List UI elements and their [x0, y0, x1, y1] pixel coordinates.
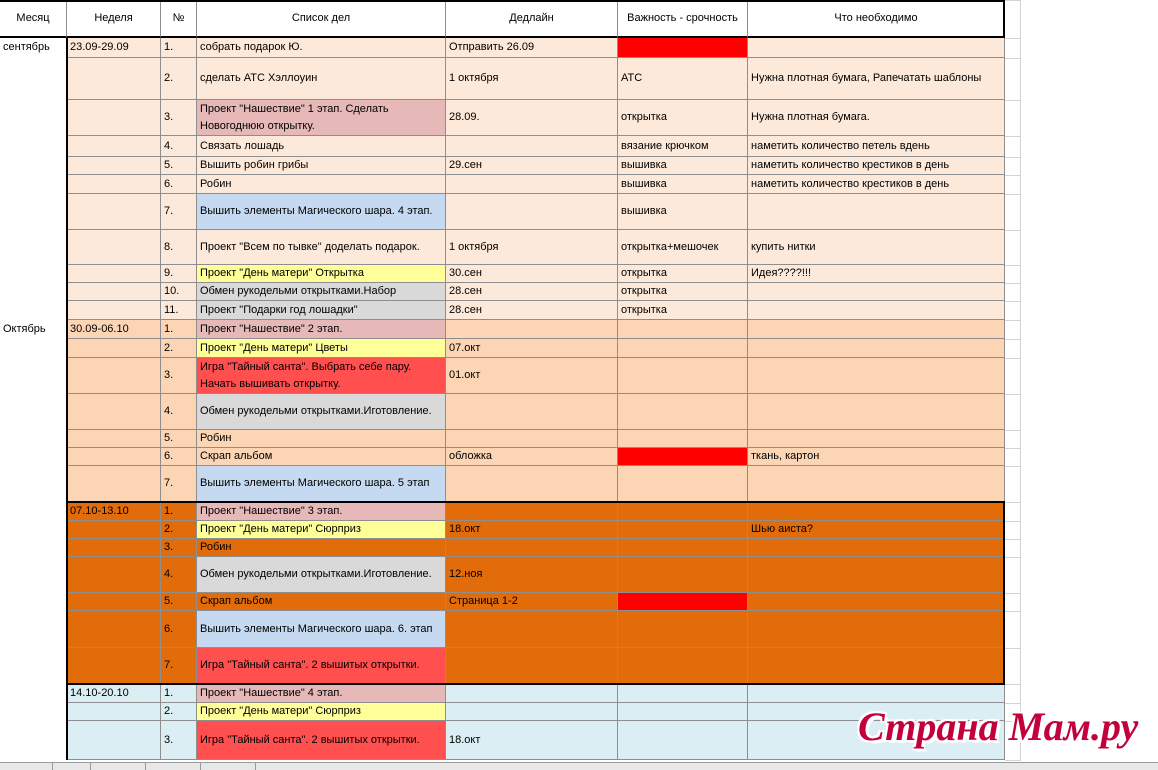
cell-week[interactable] [67, 448, 161, 466]
cell-need[interactable] [748, 194, 1005, 230]
cell-num[interactable]: 5. [161, 593, 197, 611]
cell-need[interactable] [748, 394, 1005, 430]
cell-deadline[interactable] [446, 539, 618, 557]
cell-month[interactable] [0, 394, 67, 430]
header-week[interactable]: Неделя [67, 0, 161, 38]
cell-importance[interactable]: открытка+мешочек [618, 230, 748, 265]
header-number[interactable]: № [161, 0, 197, 38]
cell-deadline[interactable]: Отправить 26.09 [446, 38, 618, 58]
cell-num[interactable]: 2. [161, 58, 197, 100]
cell-week[interactable] [67, 593, 161, 611]
cell-deadline[interactable] [446, 394, 618, 430]
cell-month[interactable] [0, 721, 67, 760]
cell-need[interactable] [748, 320, 1005, 339]
cell-month[interactable] [0, 539, 67, 557]
cell-num[interactable]: 3. [161, 539, 197, 557]
cell-deadline[interactable] [446, 136, 618, 157]
cell-num[interactable]: 5. [161, 430, 197, 448]
cell-importance[interactable]: открытка [618, 265, 748, 283]
cell-deadline[interactable]: 28.сен [446, 283, 618, 301]
cell-month[interactable] [0, 593, 67, 611]
cell-deadline[interactable]: 18.окт [446, 721, 618, 760]
cell-task[interactable]: Обмен рукодельми открытками.Иготовление. [197, 557, 446, 593]
cell-importance[interactable] [618, 430, 748, 448]
cell-week[interactable] [67, 466, 161, 502]
cell-week[interactable]: 23.09-29.09 [67, 38, 161, 58]
cell-week[interactable] [67, 611, 161, 648]
cell-importance[interactable] [618, 502, 748, 521]
cell-month[interactable] [0, 466, 67, 502]
cell-task[interactable]: собрать подарок Ю. [197, 38, 446, 58]
cell-num[interactable]: 1. [161, 320, 197, 339]
cell-deadline[interactable] [446, 648, 618, 684]
cell-month[interactable] [0, 58, 67, 100]
header-task-list[interactable]: Список дел [197, 0, 446, 38]
cell-need[interactable] [748, 539, 1005, 557]
cell-need[interactable] [748, 593, 1005, 611]
cell-num[interactable]: 4. [161, 394, 197, 430]
cell-importance[interactable] [618, 684, 748, 703]
cell-need[interactable] [748, 430, 1005, 448]
cell-week[interactable] [67, 194, 161, 230]
cell-task[interactable]: сделать АТС Хэллоуин [197, 58, 446, 100]
cell-month[interactable] [0, 611, 67, 648]
cell-importance[interactable]: АТС [618, 58, 748, 100]
cell-week[interactable] [67, 301, 161, 320]
cell-importance[interactable] [618, 703, 748, 721]
cell-num[interactable]: 6. [161, 611, 197, 648]
cell-task[interactable]: Игра "Тайный санта". 2 вышитых открытки. [197, 721, 446, 760]
cell-deadline[interactable]: 29.сен [446, 157, 618, 175]
cell-need[interactable]: Нужна плотная бумага, Рапечатать шаблоны [748, 58, 1005, 100]
cell-need[interactable] [748, 358, 1005, 394]
cell-num[interactable]: 7. [161, 648, 197, 684]
cell-week[interactable] [67, 283, 161, 301]
cell-task[interactable]: Игра "Тайный санта". Выбрать себе пару. Начать вышивать открытку. [197, 358, 446, 394]
cell-importance[interactable] [618, 394, 748, 430]
cell-deadline[interactable] [446, 194, 618, 230]
cell-week[interactable] [67, 230, 161, 265]
cell-task[interactable]: Проект "День матери" Открытка [197, 265, 446, 283]
cell-deadline[interactable] [446, 684, 618, 703]
cell-need[interactable] [748, 557, 1005, 593]
cell-importance[interactable]: вышивка [618, 175, 748, 194]
cell-month[interactable] [0, 157, 67, 175]
cell-num[interactable]: 6. [161, 448, 197, 466]
cell-task[interactable]: Робин [197, 539, 446, 557]
cell-importance[interactable]: открытка [618, 100, 748, 136]
cell-num[interactable]: 10. [161, 283, 197, 301]
cell-month[interactable]: сентябрь [0, 38, 67, 58]
cell-need[interactable]: Идея????!!! [748, 265, 1005, 283]
cell-task[interactable]: Робин [197, 430, 446, 448]
cell-importance[interactable]: вышивка [618, 157, 748, 175]
cell-week[interactable] [67, 430, 161, 448]
cell-need[interactable]: наметить количество крестиков в день [748, 175, 1005, 194]
cell-importance[interactable]: вышивка [618, 194, 748, 230]
cell-need[interactable] [748, 38, 1005, 58]
cell-week[interactable] [67, 58, 161, 100]
cell-month[interactable] [0, 283, 67, 301]
cell-task[interactable]: Проект "День матери" Цветы [197, 339, 446, 358]
cell-week[interactable] [67, 539, 161, 557]
cell-num[interactable]: 3. [161, 358, 197, 394]
cell-week[interactable] [67, 136, 161, 157]
cell-month[interactable] [0, 358, 67, 394]
cell-month[interactable] [0, 194, 67, 230]
cell-need[interactable]: наметить количество крестиков в день [748, 157, 1005, 175]
cell-deadline[interactable]: 30.сен [446, 265, 618, 283]
cell-deadline[interactable] [446, 703, 618, 721]
cell-need[interactable] [748, 502, 1005, 521]
cell-importance[interactable] [618, 648, 748, 684]
cell-task[interactable]: Связать лошадь [197, 136, 446, 157]
cell-num[interactable]: 3. [161, 721, 197, 760]
cell-importance[interactable] [618, 339, 748, 358]
cell-deadline[interactable] [446, 502, 618, 521]
header-importance[interactable]: Важность - срочность [618, 0, 748, 38]
cell-deadline[interactable] [446, 466, 618, 502]
cell-month[interactable] [0, 521, 67, 539]
cell-deadline[interactable]: 12.ноя [446, 557, 618, 593]
cell-week[interactable] [67, 265, 161, 283]
cell-deadline[interactable]: 1 октября [446, 58, 618, 100]
cell-task[interactable]: Игра "Тайный санта". 2 вышитых открытки. [197, 648, 446, 684]
cell-deadline[interactable]: 01.окт [446, 358, 618, 394]
cell-deadline[interactable]: обложка [446, 448, 618, 466]
cell-week[interactable] [67, 358, 161, 394]
header-need[interactable]: Что необходимо [748, 0, 1005, 38]
cell-importance[interactable] [618, 448, 748, 466]
cell-month[interactable] [0, 339, 67, 358]
cell-need[interactable]: Шью аиста? [748, 521, 1005, 539]
site-watermark-logo: Страна Мам.ру [858, 704, 1139, 749]
cell-task[interactable]: Проект "Подарки год лошадки" [197, 301, 446, 320]
cell-task[interactable]: Проект "Нашествие" 3 этап. [197, 502, 446, 521]
cell-month[interactable] [0, 265, 67, 283]
header-month[interactable]: Месяц [0, 0, 67, 38]
cell-need[interactable]: наметить количество петель вдень [748, 136, 1005, 157]
cell-month[interactable] [0, 703, 67, 721]
cell-week[interactable]: 14.10-20.10 [67, 684, 161, 703]
cell-deadline[interactable]: 28.09. [446, 100, 618, 136]
cell-need[interactable]: купить нитки [748, 230, 1005, 265]
cell-need[interactable]: ткань, картон [748, 448, 1005, 466]
cell-num[interactable]: 3. [161, 100, 197, 136]
cell-deadline[interactable]: Страница 1-2 [446, 593, 618, 611]
cell-need[interactable]: Нужна плотная бумага. [748, 100, 1005, 136]
cell-week[interactable] [67, 557, 161, 593]
cell-week[interactable]: 30.09-06.10 [67, 320, 161, 339]
cell-task[interactable]: Вышить элементы Магического шара. 4 этап. [197, 194, 446, 230]
cell-month[interactable] [0, 230, 67, 265]
cell-need[interactable] [748, 283, 1005, 301]
cell-num[interactable]: 7. [161, 466, 197, 502]
cell-importance[interactable] [618, 358, 748, 394]
cell-task[interactable]: Проект "Нашествие" 4 этап. [197, 684, 446, 703]
cell-importance[interactable] [618, 466, 748, 502]
cell-week[interactable] [67, 175, 161, 194]
header-deadline[interactable]: Дедлайн [446, 0, 618, 38]
cell-importance[interactable] [618, 611, 748, 648]
cell-task[interactable]: Вышить робин грибы [197, 157, 446, 175]
cell-num[interactable]: 7. [161, 194, 197, 230]
cell-need[interactable] [748, 339, 1005, 358]
cell-num[interactable]: 1. [161, 38, 197, 58]
cell-month[interactable] [0, 684, 67, 703]
cell-num[interactable]: 8. [161, 230, 197, 265]
cell-task[interactable]: Проект "День матери" Сюрприз [197, 521, 446, 539]
cell-task[interactable]: Проект "День матери" Сюрприз [197, 703, 446, 721]
cell-importance[interactable]: открытка [618, 301, 748, 320]
cell-num[interactable]: 11. [161, 301, 197, 320]
cell-num[interactable]: 5. [161, 157, 197, 175]
cell-task[interactable]: Робин [197, 175, 446, 194]
cell-importance[interactable]: открытка [618, 283, 748, 301]
cell-importance[interactable] [618, 593, 748, 611]
cell-task[interactable]: Скрап альбом [197, 593, 446, 611]
cell-num[interactable]: 2. [161, 703, 197, 721]
cell-month[interactable] [0, 448, 67, 466]
cell-need[interactable] [748, 648, 1005, 684]
cell-week[interactable] [67, 394, 161, 430]
cell-task[interactable]: Обмен рукодельми открытками.Иготовление. [197, 394, 446, 430]
cell-num[interactable]: 9. [161, 265, 197, 283]
cell-num[interactable]: 1. [161, 684, 197, 703]
cell-week[interactable] [67, 100, 161, 136]
cell-week[interactable]: 07.10-13.10 [67, 502, 161, 521]
cell-month[interactable] [0, 502, 67, 521]
cell-deadline[interactable] [446, 175, 618, 194]
cell-num[interactable]: 6. [161, 175, 197, 194]
cell-num[interactable]: 2. [161, 521, 197, 539]
cell-month[interactable]: Октябрь [0, 320, 67, 339]
cell-deadline[interactable] [446, 320, 618, 339]
cell-task[interactable]: Проект "Нашествие" 2 этап. [197, 320, 446, 339]
cell-importance[interactable] [618, 557, 748, 593]
cell-num[interactable]: 4. [161, 136, 197, 157]
cell-importance[interactable]: вязание крючком [618, 136, 748, 157]
cell-task[interactable]: Скрап альбом [197, 448, 446, 466]
cell-month[interactable] [0, 136, 67, 157]
cell-task[interactable]: Вышить элементы Магического шара. 5 этап [197, 466, 446, 502]
cell-week[interactable] [67, 157, 161, 175]
cell-week[interactable] [67, 703, 161, 721]
cell-deadline[interactable]: 1 октября [446, 230, 618, 265]
cell-deadline[interactable]: 07.окт [446, 339, 618, 358]
cell-task[interactable]: Обмен рукодельми открытками.Набор [197, 283, 446, 301]
cell-need[interactable] [748, 684, 1005, 703]
cell-importance[interactable] [618, 721, 748, 760]
cell-importance[interactable] [618, 521, 748, 539]
cell-task[interactable]: Вышить элементы Магического шара. 6. этап [197, 611, 446, 648]
cell-month[interactable] [0, 100, 67, 136]
cell-deadline[interactable]: 28.сен [446, 301, 618, 320]
cell-need[interactable] [748, 611, 1005, 648]
cell-num[interactable]: 2. [161, 339, 197, 358]
cell-month[interactable] [0, 557, 67, 593]
cell-need[interactable] [748, 301, 1005, 320]
cell-week[interactable] [67, 648, 161, 684]
cell-month[interactable] [0, 175, 67, 194]
cell-need[interactable] [748, 466, 1005, 502]
cell-importance[interactable] [618, 320, 748, 339]
cell-num[interactable]: 1. [161, 502, 197, 521]
cell-task[interactable]: Проект "Нашествие" 1 этап. Сделать Новогоднюю открытку. [197, 100, 446, 136]
cell-deadline[interactable]: 18.окт [446, 521, 618, 539]
cell-week[interactable] [67, 721, 161, 760]
cell-task[interactable]: Проект "Всем по тывке" доделать подарок. [197, 230, 446, 265]
cell-num[interactable]: 4. [161, 557, 197, 593]
cell-importance[interactable] [618, 38, 748, 58]
cell-week[interactable] [67, 521, 161, 539]
cell-month[interactable] [0, 301, 67, 320]
cell-deadline[interactable] [446, 611, 618, 648]
cell-month[interactable] [0, 430, 67, 448]
cell-week[interactable] [67, 339, 161, 358]
cell-month[interactable] [0, 648, 67, 684]
cell-importance[interactable] [618, 539, 748, 557]
cell-deadline[interactable] [446, 430, 618, 448]
